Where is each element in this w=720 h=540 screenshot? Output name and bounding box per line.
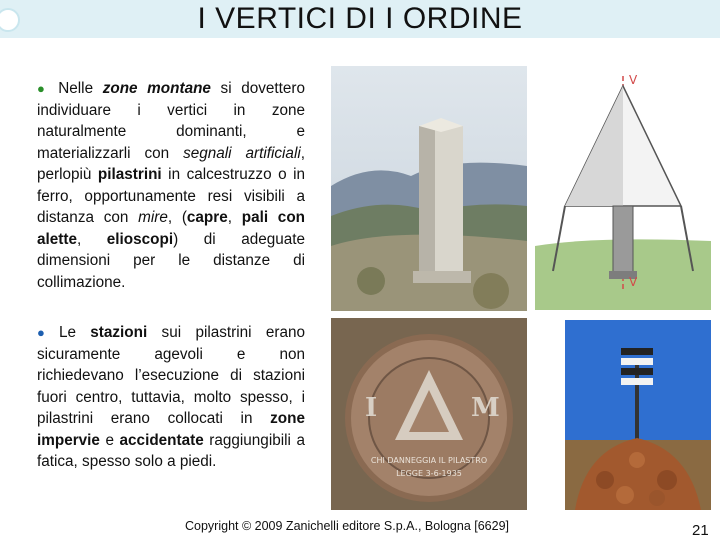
page-number: 21 <box>692 522 709 539</box>
plaque-date-text: LEGGE 3-6-1935 <box>396 469 462 478</box>
diagram-label-top: V <box>629 73 638 87</box>
paragraph-stations: ● Le stazioni sui pilastrini erano sicuramente agevoli e non richiedevano l’esecuzione di stazioni fuori centro, tuttavia, molto spesso, i pilastrini erano collocati in zone impervie e accidentate raggiungibili a fatica, spesso solo a piedi. <box>37 324 305 470</box>
photo-stone-cairn <box>565 320 711 510</box>
photo-bronze-plaque <box>331 318 527 510</box>
bullet-icon: ● <box>37 325 55 340</box>
plaque-letter-left: I <box>365 393 378 423</box>
photo-concrete-pillar <box>331 66 527 311</box>
plaque-letter-right: M <box>471 393 500 423</box>
plaque-ring-text: CHI DANNEGGIA IL PILASTRO <box>370 456 488 465</box>
copyright-footer: Copyright © 2009 Zanichelli editore S.p.A., Bologna [6629] <box>185 519 509 533</box>
title-bullet-decoration <box>0 8 20 32</box>
diagram-signal-tripod <box>535 66 711 310</box>
paragraph-mountain-zones: ● Nelle zone montane si dovettero individuare i vertici in zone naturalmente dominanti, e materializzarli con segnali artificiali, perlopiù pilastrini in calcestruzzo o in ferro, opportunamente resi visibili a distanza con mire, (capre, pali con alette, elioscopi) di adeguate dimensioni per le distanze di collimazione. <box>37 80 306 291</box>
slide-title: I VERTICI DI I ORDINE <box>197 2 523 35</box>
bullet-icon: ● <box>37 81 51 96</box>
diagram-label-bottom: V <box>629 275 638 289</box>
title-bar <box>0 0 720 38</box>
